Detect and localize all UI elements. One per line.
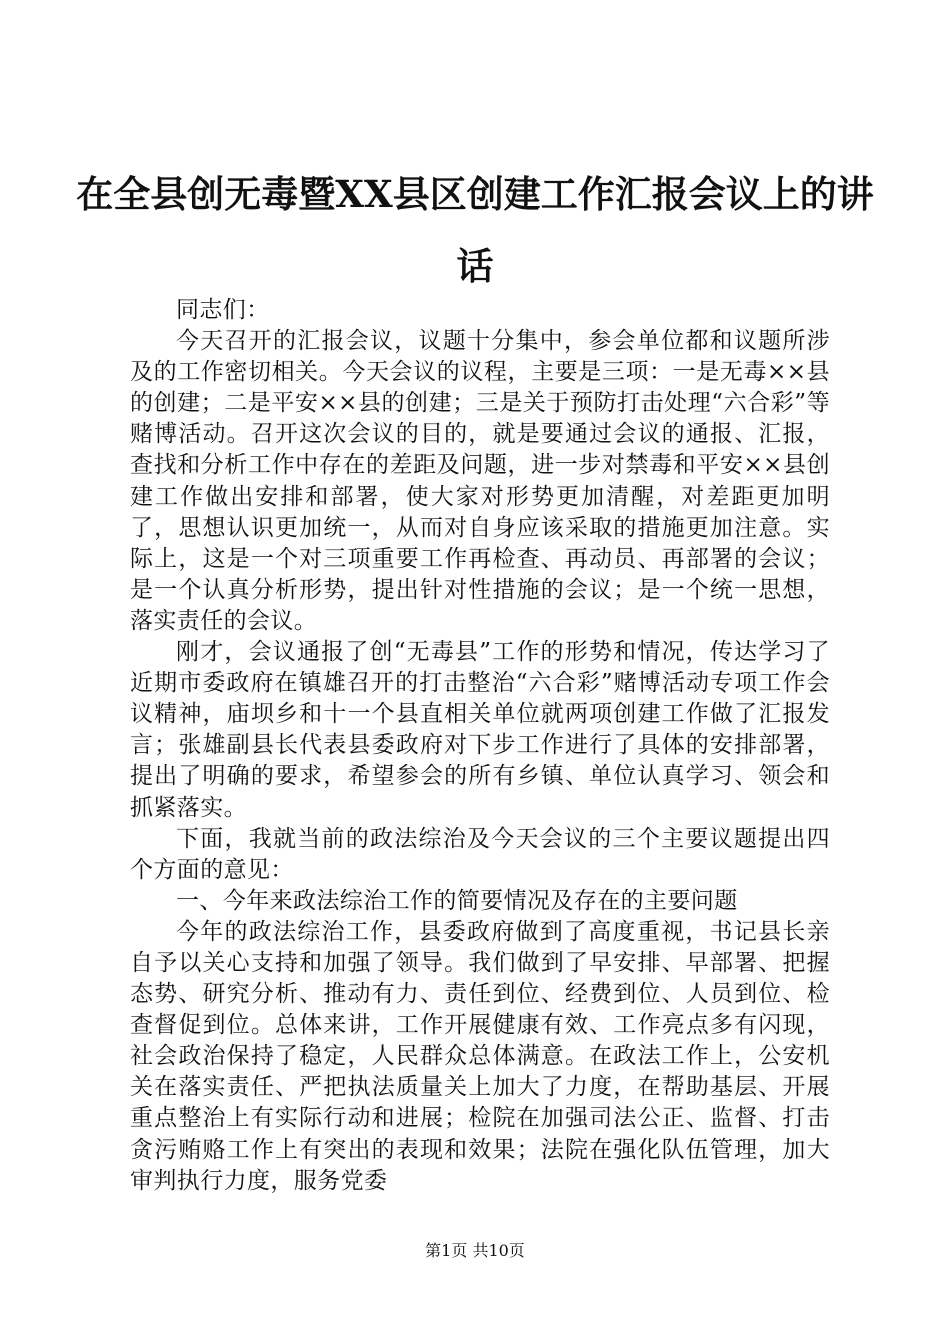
- section-heading-1: 一、今年来政法综治工作的简要情况及存在的主要问题: [176, 887, 738, 914]
- paragraph-salutation: 同志们：: [176, 297, 270, 323]
- document-title: 在全县创无毒暨XX县区创建工作汇报会议上的讲话: [76, 172, 874, 288]
- page-number-footer: 第1页 共10页: [425, 1241, 525, 1260]
- paragraph-work-overview: 今年的政法综治工作，县委政府做到了高度重视，书记县长亲自予以关心支持和加强了领导。我们做到了早安排、早部署、把握态势、研究分析、推动有力、责任到位、经费到位、人员到位、检查督促到位。总体来讲，工作开展健康有效、工作亮点多有闪现，社会政治保持了稳定，人民群众总体满意。在政法工作上，公安机关在落实责任、严把执法质量关上加大了力度，在帮助基层、开展重点整治上有实际行动和进展；检院在加强司法公正、监督、打击贪污贿赂工作上有突出的表现和效果；法院在强化队伍管理，加大审判执行力度，服务党委: [130, 918, 830, 1194]
- paragraph-opinions-intro: 下面，我就当前的政法综治及今天会议的三个主要议题提出四个方面的意见：: [130, 825, 830, 883]
- document-body: [130, 295, 830, 1197]
- paragraph-meeting-summary: 刚才，会议通报了创“无毒县”工作的形势和情况，传达学习了近期市委政府在镇雄召开的打击整治“六合彩”赌博活动专项工作会议精神，庙坝乡和十一个县直相关单位就两项创建工作做了汇报发言；张雄副县长代表县委政府对下步工作进行了具体的安排部署，提出了明确的要求，希望参会的所有乡镇、单位认真学习、领会和抓紧落实。: [130, 639, 830, 821]
- paragraph-meeting-agenda: 今天召开的汇报会议，议题十分集中，参会单位都和议题所涉及的工作密切相关。今天会议的议程，主要是三项：一是无毒××县的创建；二是平安××县的创建；三是关于预防打击处理“六合彩”等赌博活动。召开这次会议的目的，就是要通过会议的通报、汇报，查找和分析工作中存在的差距及问题，进一步对禁毒和平安××县创建工作做出安排和部署，使大家对形势更加清醒，对差距更加明了，思想认识更加统一，从而对自身应该采取的措施更加注意。实际上，这是一个对三项重要工作再检查、再动员、再部署的会议；是一个认真分析形势，提出针对性措施的会议；是一个统一思想，落实责任的会议。: [130, 328, 830, 634]
